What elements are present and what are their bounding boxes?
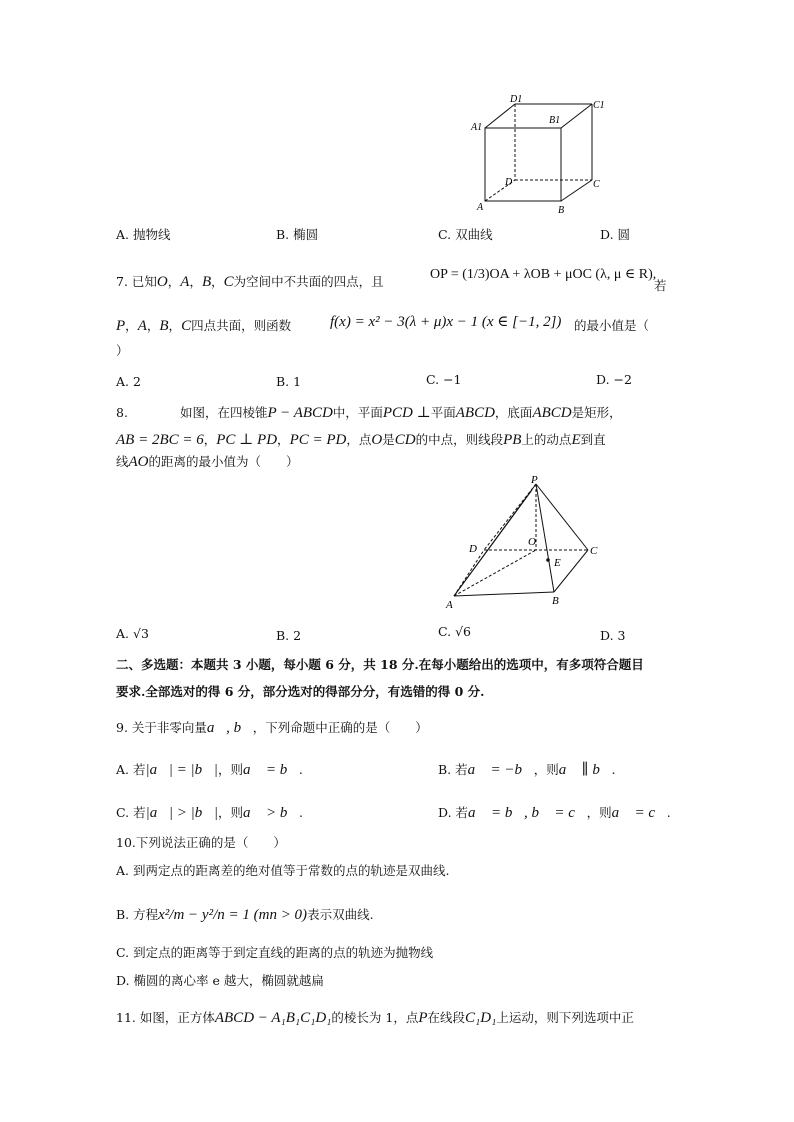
cube-label-b: B — [558, 205, 565, 216]
q7-ruo: 若 — [654, 278, 667, 293]
q8-option-c[interactable]: C. √6 — [438, 624, 471, 639]
q7-mid: 为空间中不共面的四点，且 — [233, 274, 384, 289]
pyramid-figure — [436, 472, 616, 614]
q9-text: ，下列命题中正确的是（ ） — [252, 720, 428, 735]
q6-option-b[interactable]: B. 椭圆 — [276, 227, 319, 242]
cube-label-b1: B1 — [549, 115, 561, 126]
pyr-label-o: O — [528, 536, 536, 548]
q8-text: 的距离的最小值为（ ） — [148, 454, 299, 469]
q7-vector-equation: OP = (1/3)OA + λOB + μOC (λ, μ ∈ R), — [430, 267, 657, 282]
q7-sep: ， — [211, 274, 224, 289]
q9-opt-math: |a⃗| > |b⃗| — [145, 805, 219, 821]
q8-text: 线 — [116, 454, 129, 469]
q10-option-a[interactable]: A. 到两定点的距离差的绝对值等于常数的点的轨迹是双曲线. — [116, 863, 450, 878]
q9-opt-math: a⃗ = b⃗, b⃗ = c⃗ — [468, 805, 587, 821]
q8-text: 的中点，则线段 — [415, 432, 504, 447]
q9-opt-math: |a⃗| = |b⃗| — [145, 762, 218, 778]
cube-label-c1: C1 — [593, 100, 605, 111]
q8-stem-line1 — [116, 403, 622, 422]
q8-text: ，点 — [346, 432, 372, 447]
q7-stem-line2 — [116, 316, 291, 335]
pyr-label-d: D — [469, 543, 477, 555]
q6-option-c[interactable]: C. 双曲线 — [438, 227, 493, 242]
q11-math: ABCD − A₁B₁C₁D₁ — [214, 1010, 332, 1026]
q9-opt-text: . — [298, 762, 303, 777]
q7-point-p: P — [116, 318, 126, 334]
q8-stem-line3 — [116, 452, 299, 471]
q8-text: 如图，在四棱锥 — [179, 405, 268, 420]
q8-text: 是 — [382, 432, 395, 447]
q10-stem: 10.下列说法正确的是（ ） — [116, 835, 286, 850]
q7-point-o: O — [156, 274, 168, 290]
cube-label-a1: A1 — [471, 122, 483, 133]
cube-figure — [465, 92, 615, 222]
q8-text: 是矩形， — [571, 405, 622, 420]
q9-opt-text: C. 若 — [116, 805, 146, 820]
pyr-label-a: A — [446, 599, 453, 611]
q7-sep: ， — [167, 274, 181, 289]
q9-opt-math: a⃗ = −b⃗ — [467, 762, 534, 778]
q8-text: ， — [203, 432, 217, 447]
q10-option-c[interactable]: C. 到定点的距离等于到定直线的距离的点的轨迹为抛物线 — [116, 945, 434, 960]
q6-option-a[interactable]: A. 抛物线 — [116, 227, 171, 242]
cube-label-a: A — [477, 202, 484, 213]
q8-option-d[interactable]: D. 3 — [600, 628, 626, 643]
cube-front-face — [485, 128, 561, 201]
q8-math: PC = PD — [289, 432, 347, 448]
q9-opt-text: . — [666, 805, 671, 820]
q7-option-a[interactable]: A. 2 — [116, 374, 141, 389]
q7-point-b2: B — [159, 318, 169, 334]
q11-stem — [116, 1008, 634, 1027]
q7-option-b[interactable]: B. 1 — [276, 374, 302, 389]
q9-opt-math: a⃗ > b⃗ — [243, 805, 300, 821]
q7-sep: ， — [189, 274, 202, 289]
q7-option-d[interactable]: D. −2 — [596, 372, 632, 387]
q9-opt-text: A. 若 — [116, 762, 146, 777]
pyr-label-e: E — [554, 557, 561, 569]
q11-text: 在线段 — [427, 1010, 466, 1025]
q7-point-c: C — [223, 274, 234, 290]
q7-close: ） — [116, 343, 129, 358]
q9-opt-math: a⃗ = c⃗ — [611, 805, 667, 821]
q10-opt-text: 表示双曲线. — [307, 907, 374, 922]
point-e-dot — [546, 558, 550, 562]
q7-sep: ， — [146, 318, 160, 333]
q9-opt-text: ，则 — [533, 762, 559, 777]
q9-opt-text: . — [299, 805, 303, 820]
q9-opt-math: a⃗ ∥ b⃗ — [558, 762, 612, 778]
q9-option-b[interactable] — [438, 760, 616, 779]
q8-num: 8. — [116, 405, 128, 420]
q11-text: 的棱长为 1，点 — [331, 1010, 419, 1025]
cube-label-d: D — [505, 177, 513, 188]
q10-option-b[interactable] — [116, 905, 374, 924]
q7-point-a2: A — [137, 318, 147, 334]
q9-opt-math: a⃗ = b⃗ — [242, 762, 299, 778]
q9-opt-text: ，则 — [586, 805, 612, 820]
q9-vectors: a⃗, b⃗ — [206, 720, 253, 736]
q8-math: PCD ⊥ — [382, 405, 431, 421]
q8-text: ， — [277, 432, 290, 447]
q8-math: ABCD — [532, 405, 572, 421]
section2-line1: 二、多选题：本题共 3 小题，每小题 6 分，共 18 分.在每小题给出的选项中，有多项符合题目 — [116, 657, 644, 672]
q8-text: 平面 — [430, 405, 456, 420]
q9-option-d[interactable] — [438, 803, 671, 822]
q9-text: 9. 关于非零向量 — [116, 720, 207, 735]
q8-stem-line2 — [116, 430, 606, 449]
q9-stem — [116, 718, 428, 737]
cube-label-c: C — [593, 179, 600, 190]
q10-option-d[interactable]: D. 椭圆的离心率 e 越大，椭圆就越扁 — [116, 973, 324, 988]
q8-text: 到直 — [580, 432, 606, 447]
q7-point-a: A — [180, 274, 190, 290]
pyr-label-c: C — [590, 545, 598, 557]
q11-text: 上运动，则下列选项中正 — [496, 1010, 634, 1025]
q8-math: PB — [503, 432, 522, 448]
q11-text: 11. 如图，正方体 — [116, 1010, 215, 1025]
q8-text: 中，平面 — [332, 405, 383, 420]
q10-equation: x²/m − y²/n = 1 (mn > 0) — [158, 907, 308, 923]
q9-opt-text: ，则 — [218, 805, 244, 820]
q11-math: C₁D₁ — [465, 1010, 497, 1026]
q8-text: 上的动点 — [521, 432, 572, 447]
q8-math: AB = 2BC = 6 — [116, 432, 204, 448]
q9-opt-text: ，则 — [217, 762, 243, 777]
q9-opt-text: . — [611, 762, 616, 777]
q8-math: P − ABCD — [267, 405, 333, 421]
q8-math: ABCD — [455, 405, 495, 421]
q7-point-b: B — [201, 274, 212, 290]
q7-sep: ， — [168, 318, 182, 333]
q7-sep: ， — [125, 318, 138, 333]
q9-opt-text: B. 若 — [438, 762, 468, 777]
q7-line2-text: 四点共面，则函数 — [191, 318, 292, 333]
q11-math: P — [418, 1010, 428, 1026]
q8-math: O — [371, 432, 383, 448]
q8-math: AO — [128, 454, 149, 470]
q7-stem-line1 — [116, 272, 384, 291]
cube-label-d1: D1 — [510, 94, 523, 105]
q8-option-b[interactable]: B. 2 — [276, 628, 302, 643]
q7-tail: 的最小值是（ — [574, 318, 650, 333]
section2-line2: 要求.全部选对的得 6 分，部分选对的得部分分，有选错的得 0 分. — [116, 684, 485, 699]
pyr-label-b: B — [552, 595, 559, 607]
q9-option-a[interactable] — [116, 760, 303, 779]
pyr-label-p: P — [531, 474, 538, 486]
q10-opt-text: B. 方程 — [116, 907, 159, 922]
q8-math: CD — [394, 432, 416, 448]
q8-text: ，底面 — [494, 405, 533, 420]
q8-math: PC ⊥ PD — [216, 432, 278, 448]
q8-math: E — [571, 432, 581, 448]
q6-option-d[interactable]: D. 圆 — [600, 227, 631, 242]
q7-option-c[interactable]: C. −1 — [426, 372, 462, 387]
q7-function: f(x) = x² − 3(λ + μ)x − 1 (x ∈ [−1, 2]) — [330, 314, 562, 330]
q7-prefix: 7. 已知 — [116, 274, 157, 289]
q9-option-c[interactable] — [116, 803, 303, 822]
q9-opt-text: D. 若 — [438, 805, 469, 820]
q7-point-c2: C — [181, 318, 192, 334]
q8-option-a[interactable]: A. √3 — [116, 626, 149, 641]
